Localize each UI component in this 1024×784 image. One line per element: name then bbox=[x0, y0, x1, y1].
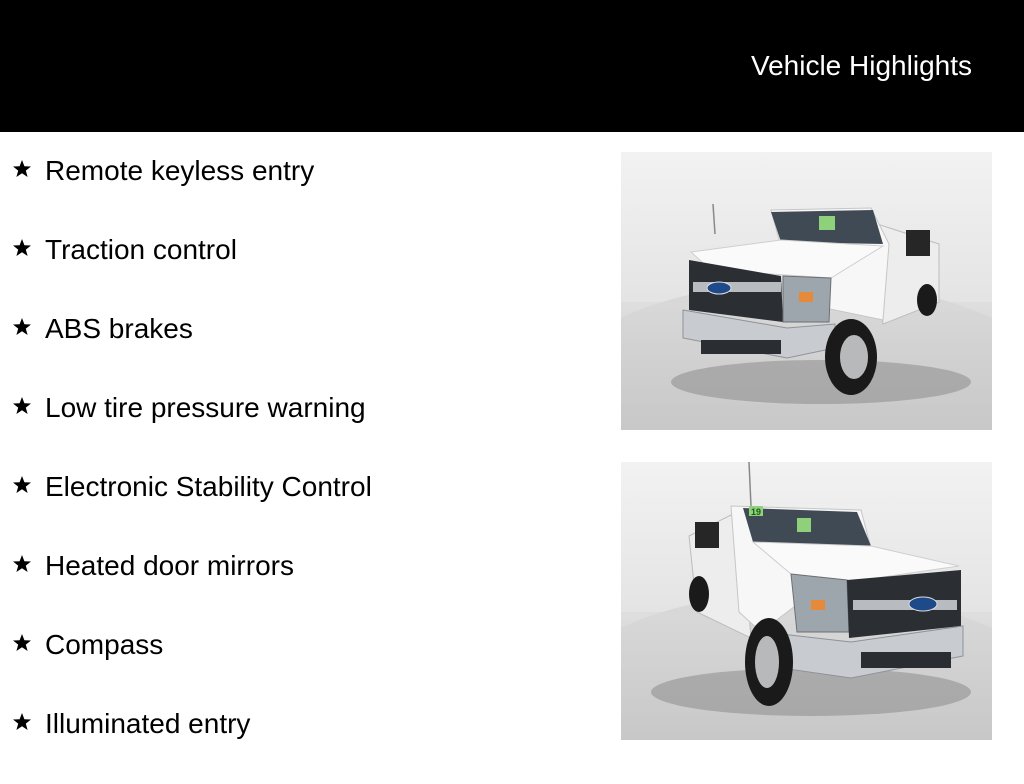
star-icon bbox=[12, 159, 32, 179]
page-title: Vehicle Highlights bbox=[750, 50, 972, 81]
star-icon bbox=[12, 554, 32, 574]
feature-label: Compass bbox=[45, 629, 164, 660]
feature-label: Electronic Stability Control bbox=[45, 471, 372, 502]
feature-item bbox=[0, 468, 600, 547]
feature-item bbox=[0, 626, 600, 705]
feature-label: Illuminated entry bbox=[45, 708, 251, 739]
star-icon bbox=[12, 633, 32, 653]
feature-list bbox=[0, 152, 600, 784]
feature-label: Remote keyless entry bbox=[45, 155, 315, 186]
feature-label: Heated door mirrors bbox=[45, 550, 294, 581]
feature-label: ABS brakes bbox=[45, 313, 193, 344]
star-icon bbox=[12, 317, 32, 337]
feature-item bbox=[0, 389, 600, 468]
feature-item bbox=[0, 310, 600, 389]
feature-item bbox=[0, 705, 600, 784]
truck-front-left-photo bbox=[621, 152, 992, 430]
star-icon bbox=[12, 238, 32, 258]
star-icon bbox=[12, 396, 32, 416]
truck-front-right-photo bbox=[621, 462, 992, 740]
feature-item bbox=[0, 547, 600, 626]
feature-item bbox=[0, 152, 600, 231]
feature-label: Traction control bbox=[45, 234, 237, 265]
header-bar bbox=[0, 0, 1024, 132]
feature-item bbox=[0, 231, 600, 310]
feature-label: Low tire pressure warning bbox=[45, 392, 366, 423]
windshield-sticker: 19 bbox=[751, 507, 762, 517]
star-icon bbox=[12, 712, 32, 732]
star-icon bbox=[12, 475, 32, 495]
